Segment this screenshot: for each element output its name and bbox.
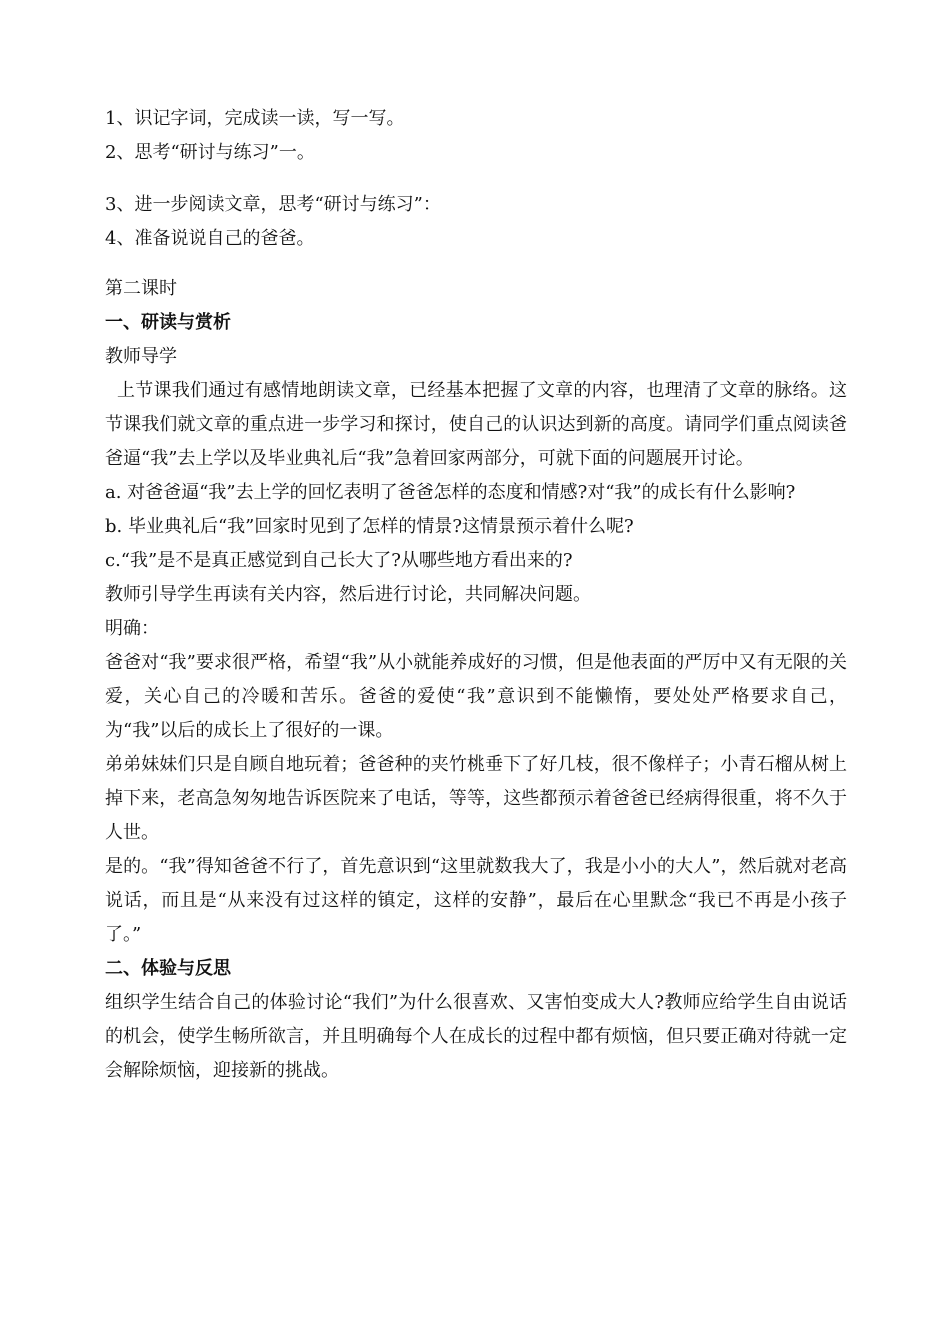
teacher-guide: 教师引导学生再读有关内容，然后进行讨论，共同解决问题。: [105, 584, 591, 605]
question-a: a. 对爸爸逼“我”去上学的回忆表明了爸爸怎样的态度和情感?对“我”的成长有什么影响?: [105, 482, 796, 503]
homework-item-1: 1、识记字词，完成读一读，写一写。: [105, 108, 405, 129]
answer-3: 是的。“我”得知爸爸不行了，首先意识到“这里就数我大了，我是小小的大人”，然后就对老高说话，而且是“从来没有过这样的镇定，这样的安静”，最后在心里默念“我已不再是小孩子了。”: [105, 856, 847, 945]
question-c: c.“我”是不是真正感觉到自己长大了?从哪些地方看出来的?: [105, 550, 573, 571]
document-page: [105, 102, 847, 1088]
answer-2: 弟弟妹妹们只是自顾自地玩着；爸爸种的夹竹桃垂下了好几枝，很不像样子；小青石榴从树上掉下来，老高急匆匆地告诉医院来了电话，等等，这些都预示着爸爸已经病得很重，将不久于人世。: [105, 754, 847, 843]
lesson-title: 第二课时: [105, 278, 177, 299]
homework-item-4: 4、准备说说自己的爸爸。: [105, 228, 315, 249]
answer-1: 爸爸对“我”要求很严格，希望“我”从小就能养成好的习惯，但是他表面的严厉中又有无限的关爱，关心自己的冷暖和苦乐。爸爸的爱使“我”意识到不能懒惰，要处处严格要求自己，为“我”以后的成长上了很好的一课。: [105, 652, 847, 741]
section-1-intro: 上节课我们通过有感情地朗读文章，已经基本把握了文章的内容，也理清了文章的脉络。这节课我们就文章的重点进一步学习和探讨，使自己的认识达到新的高度。请同学们重点阅读爸爸逼“我”去上学以及毕业典礼后“我”急着回家两部分，可就下面的问题展开讨论。: [105, 380, 847, 469]
spacer: [105, 256, 847, 272]
homework-item-2: 2、思考“研讨与练习”一。: [105, 142, 315, 163]
homework-item-3: 3、进一步阅读文章，思考“研讨与练习”：: [105, 194, 441, 215]
section-1-subheading: 教师导学: [105, 346, 177, 367]
spacer: [105, 170, 847, 188]
question-b: b. 毕业典礼后“我”回家时见到了怎样的情景?这情景预示着什么呢?: [105, 516, 634, 537]
section-2-body: 组织学生结合自己的体验讨论“我们”为什么很喜欢、又害怕变成大人?教师应给学生自由说话的机会，使学生畅所欲言，并且明确每个人在成长的过程中都有烦恼，但只要正确对待就一定会解除烦恼，迎接新的挑战。: [105, 992, 847, 1081]
section-2-heading: 二、体验与反思: [105, 958, 231, 979]
clarify-label: 明确：: [105, 618, 159, 639]
section-1-heading: 一、研读与赏析: [105, 312, 231, 333]
